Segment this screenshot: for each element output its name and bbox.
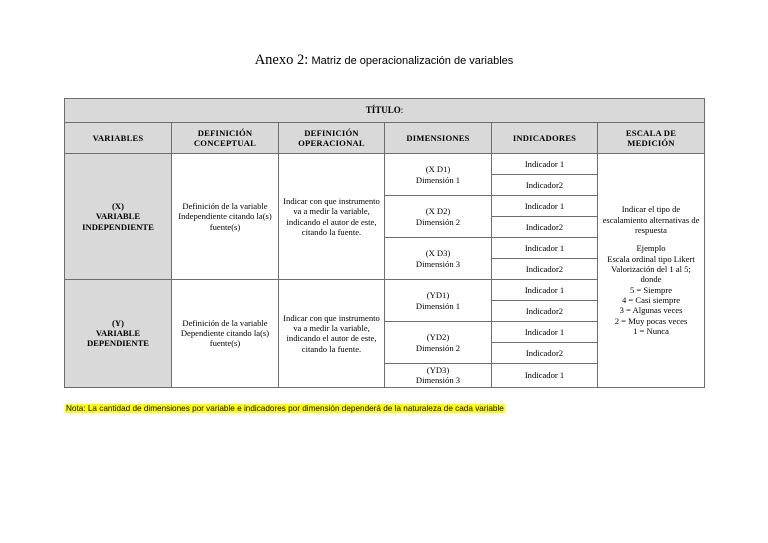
escala-valorizacion: Valorización del 1 al 5; donde — [611, 264, 691, 285]
header-variables: VARIABLES — [65, 123, 172, 154]
variable-y-code: (Y) — [112, 317, 124, 328]
dimension-cell — [385, 322, 492, 364]
footnote-note: Nota: La cantidad de dimensiones por variable e indicadores por dimensión dependerá de la naturaleza de cada variable — [66, 404, 504, 413]
header-row — [65, 123, 705, 154]
indicator-cell: Indicador2 — [492, 343, 598, 364]
escala-intro: Indicar el tipo de escalamiento alternativas de respuesta — [602, 204, 700, 236]
dimension-cell — [385, 364, 492, 388]
header-indicadores: INDICADORES — [492, 123, 598, 154]
indicator-cell: Indicador 1 — [492, 196, 598, 217]
heading-lead: Anexo 2: — [254, 52, 309, 68]
dimension-code: (YD2) — [426, 332, 450, 343]
escala-example-desc: Escala ordinal tipo Likert — [607, 253, 695, 264]
header-escala: ESCALA DE MEDICIÓN — [598, 123, 705, 154]
heading-subtitle: Matriz de operacionalización de variables — [311, 55, 514, 67]
title-label: TÍTULO — [365, 105, 401, 116]
dimension-name: Dimensión 2 — [415, 342, 461, 353]
dimension-name: Dimensión 3 — [415, 258, 461, 269]
dimension-cell — [385, 238, 492, 280]
indicator-cell: Indicador 1 — [492, 154, 598, 175]
variable-x-conceptual: Definición de la variable Independiente citando la(s) fuente(s) — [172, 154, 279, 280]
escala-value: 1 = Nunca — [633, 325, 669, 336]
escala-value: 3 = Algunas veces — [619, 305, 683, 316]
dimension-name: Dimensión 1 — [415, 300, 461, 311]
variable-y-name: VARIABLE DEPENDIENTE — [86, 328, 150, 349]
indicator-cell: Indicador 1 — [492, 364, 598, 388]
escala-value: 5 = Siempre — [629, 284, 673, 295]
dimension-code: (X D2) — [425, 206, 451, 217]
variable-x-name: VARIABLE INDEPENDIENTE — [82, 211, 154, 232]
header-definicion-operacional: DEFINICIÓN OPERACIONAL — [279, 123, 385, 154]
title-row — [65, 99, 705, 123]
title-cell — [65, 99, 705, 123]
dimension-cell — [385, 280, 492, 322]
header-dimensiones: DIMENSIONES — [385, 123, 492, 154]
dimension-code: (YD3) — [426, 365, 450, 375]
variable-x-code: (X) — [112, 201, 124, 212]
indicator-cell: Indicador 1 — [492, 238, 598, 259]
table-row — [65, 154, 705, 175]
variable-y-operacional: Indicar con que instrumento va a medir la variable, indicando el autor de este, citando la fuente. — [279, 280, 385, 388]
operationalization-matrix — [64, 98, 705, 388]
variable-x-cell — [65, 154, 172, 280]
escala-value: 2 = Muy pocas veces — [614, 315, 688, 326]
variable-x-operacional: Indicar con que instrumento va a medir la variable, indicando el autor de este, citando la fuente. — [279, 154, 385, 280]
indicator-cell: Indicador2 — [492, 301, 598, 322]
dimension-code: (YD1) — [426, 290, 450, 301]
escala-cell — [598, 154, 705, 388]
dimension-name: Dimensión 3 — [415, 375, 461, 386]
dimension-cell — [385, 196, 492, 238]
indicator-cell: Indicador 1 — [492, 322, 598, 343]
title-suffix: : — [400, 105, 404, 116]
indicator-cell: Indicador2 — [492, 175, 598, 196]
dimension-code: (X D1) — [425, 164, 451, 175]
indicator-cell: Indicador2 — [492, 217, 598, 238]
dimension-name: Dimensión 2 — [415, 216, 461, 227]
variable-y-conceptual: Definición de la variable Dependiente citando la(s) fuente(s) — [172, 280, 279, 388]
indicator-cell: Indicador 1 — [492, 280, 598, 301]
indicator-cell: Indicador2 — [492, 259, 598, 280]
dimension-name: Dimensión 1 — [415, 174, 461, 185]
dimension-code: (X D3) — [425, 248, 451, 259]
document-heading — [0, 52, 768, 69]
escala-example-title: Ejemplo — [636, 243, 666, 254]
variable-y-cell — [65, 280, 172, 388]
escala-value: 4 = Casi siempre — [621, 294, 681, 305]
header-definicion-conceptual: DEFINICIÓN CONCEPTUAL — [172, 123, 279, 154]
dimension-cell — [385, 154, 492, 196]
